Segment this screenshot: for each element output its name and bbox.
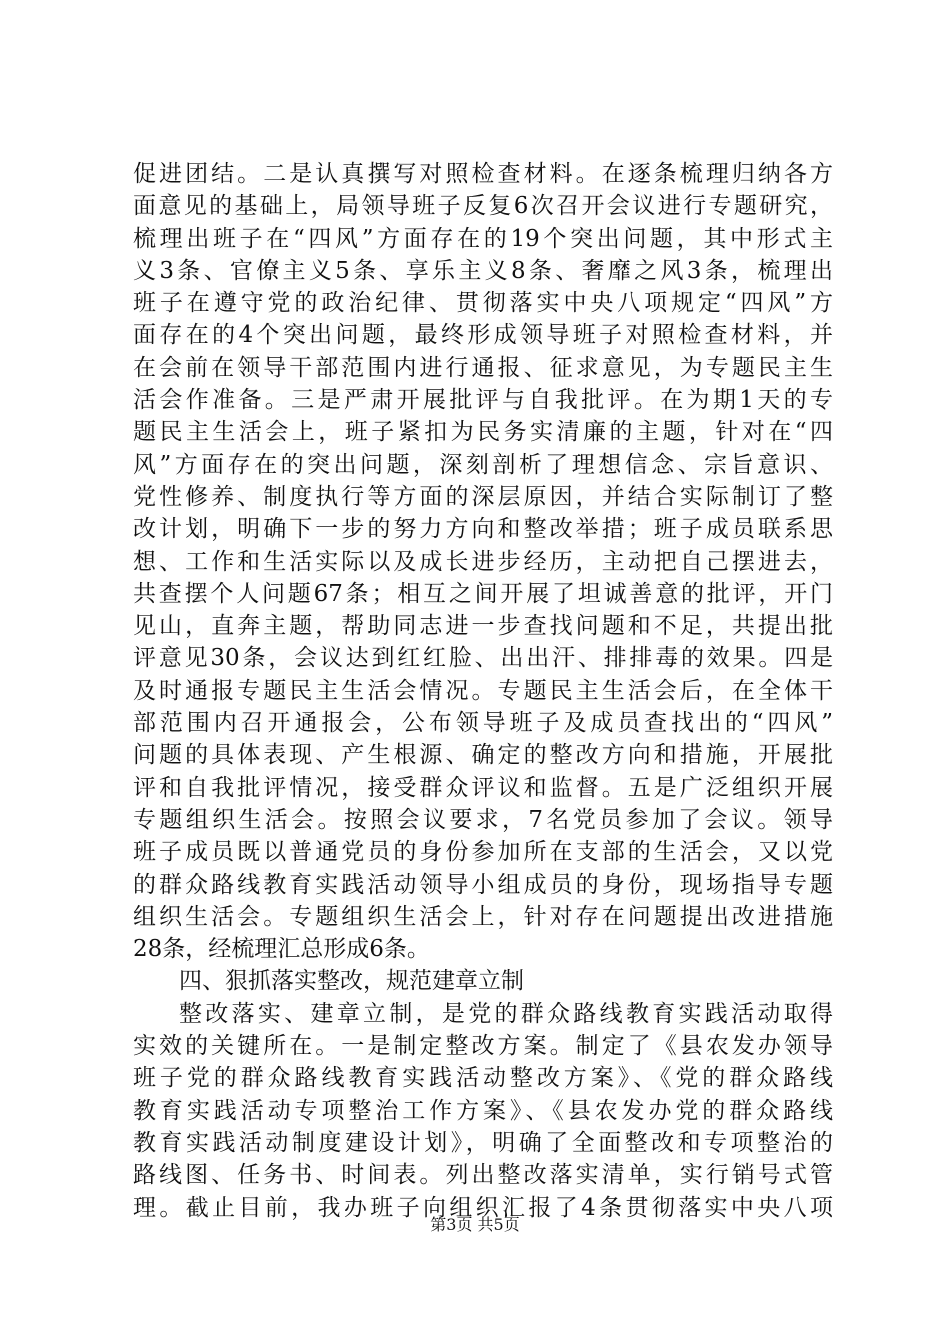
text-line: 促进团结。二是认真撰写对照检查材料。在逐条梳理归纳各方	[133, 161, 833, 187]
text-line: 评和自我批评情况，接受群众评议和监督。五是广泛组织开展	[133, 774, 833, 801]
text-line: 见山，直奔主题，帮助同志进一步查找问题和不足，共提出批	[133, 613, 833, 640]
text-line: 四、狠抓落实整改，规范建章立制	[179, 968, 524, 995]
text-line: 班子成员既以普通党员的身份参加所在支部的生活会，又以党	[133, 839, 833, 866]
text-line: 28条，经梳理汇总形成6条。	[133, 936, 430, 963]
text-line: 题民主生活会上，班子紧扣为民务实清廉的主题，针对在“四	[133, 419, 833, 446]
text-line: 想、工作和生活实际以及成长进步经历，主动把自己摆进去，	[133, 548, 833, 575]
body-text	[133, 158, 833, 1224]
text-line: 活会作准备。三是严肃开展批评与自我批评。在为期1天的专	[133, 387, 833, 414]
text-line: 党性修养、制度执行等方面的深层原因，并结合实际制订了整	[133, 483, 833, 510]
text-line: 共查摆个人问题67条；相互之间开展了坦诚善意的批评，开门	[133, 580, 833, 607]
page-footer: 第3页 共5页	[430, 1215, 520, 1234]
text-line: 面存在的4个突出问题，最终形成领导班子对照检查材料，并	[133, 322, 833, 349]
text-line: 理。截止目前，我办班子向组织汇报了4条贯彻落实中央八项	[133, 1194, 833, 1221]
text-line: 整改落实、建章立制，是党的群众路线教育实践活动取得	[179, 1000, 833, 1027]
text-line: 风”方面存在的突出问题，深刻剖析了理想信念、宗旨意识、	[133, 451, 833, 478]
text-line: 义3条、官僚主义5条、享乐主义8条、奢靡之风3条，梳理出	[133, 257, 833, 284]
text-line: 及时通报专题民主生活会情况。专题民主生活会后，在全体干	[133, 677, 833, 704]
text-line: 班子党的群众路线教育实践活动整改方案》、《党的群众路线	[133, 1065, 833, 1092]
text-line: 班子在遵守党的政治纪律、贯彻落实中央八项规定“四风”方	[133, 290, 833, 317]
text-line: 部范围内召开通报会，公布领导班子及成员查找出的“四风”	[133, 710, 833, 737]
text-line: 梳理出班子在“四风”方面存在的19个突出问题，其中形式主	[133, 225, 833, 252]
text-line: 教育实践活动专项整治工作方案》、《县农发办党的群众路线	[133, 1097, 833, 1124]
text-line: 问题的具体表现、产生根源、确定的整改方向和措施，开展批	[133, 742, 833, 769]
text-line: 的群众路线教育实践活动领导小组成员的身份，现场指导专题	[133, 871, 833, 898]
text-line: 改计划，明确下一步的努力方向和整改举措；班子成员联系思	[133, 516, 833, 543]
text-line: 在会前在领导干部范围内进行通报、征求意见，为专题民主生	[133, 354, 833, 381]
text-line: 路线图、任务书、时间表。列出整改落实清单，实行销号式管	[133, 1162, 833, 1189]
text-line: 评意见30条，会议达到红红脸、出出汗、排排毒的效果。四是	[133, 645, 833, 672]
text-line: 实效的关键所在。一是制定整改方案。制定了《县农发办领导	[133, 1033, 833, 1060]
text-line: 面意见的基础上，局领导班子反复6次召开会议进行专题研究，	[133, 193, 833, 220]
text-line: 专题组织生活会。按照会议要求，7名党员参加了会议。领导	[133, 806, 833, 833]
text-line: 组织生活会。专题组织生活会上，针对存在问题提出改进措施	[133, 903, 833, 930]
text-line: 教育实践活动制度建设计划》，明确了全面整改和专项整治的	[133, 1129, 833, 1156]
